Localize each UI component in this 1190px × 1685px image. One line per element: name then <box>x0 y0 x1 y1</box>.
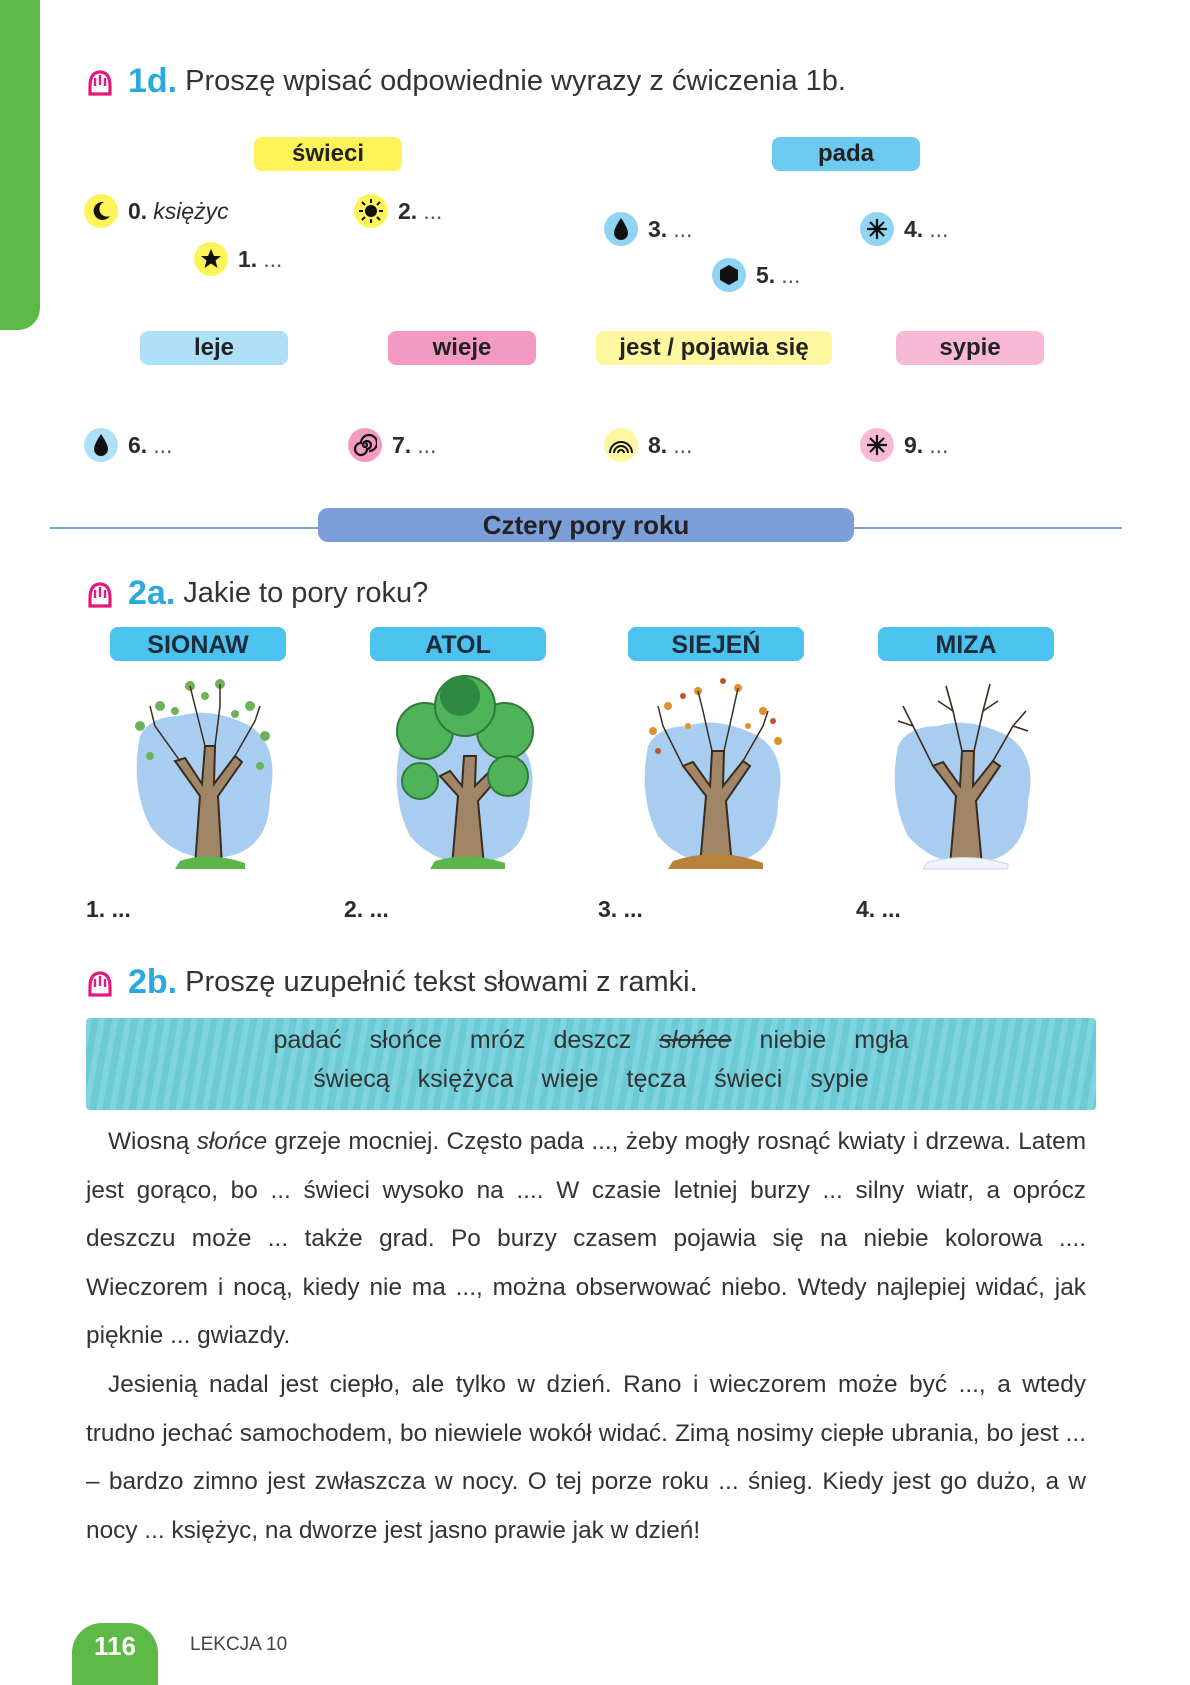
item-number: 2. <box>398 197 418 224</box>
word-box-word: padać <box>273 1026 342 1054</box>
word-box-row-1 <box>86 1026 1096 1055</box>
word-box-word: księżyca <box>417 1065 514 1093</box>
snowflake-icon <box>860 428 894 462</box>
summer-tree-image <box>380 666 550 872</box>
item-value: ... <box>423 197 443 224</box>
season-pill-1: SIONAW <box>110 627 286 661</box>
item-number: 6. <box>128 431 148 458</box>
paragraph-text: Jesienią nadal jest ciepło, ale tylko w dzień. Rano i wieczorem może być ..., a wtedy trudno jechać samochodem, bo niewiele wokół widać. Zimą nosimy ciepłe ubrania, bo jest ... – bardzo zimno jest zwłaszcza w nocy. O tej porze roku ... śnieg. Kiedy jest go dużo, a w nocy ... księżyc, na dworze jest jasno prawie jak w dzień! <box>86 1371 1086 1544</box>
item-number: 5. <box>756 261 776 288</box>
item-number: 8. <box>648 431 668 458</box>
answer-item-4 <box>860 212 948 246</box>
item-value: ... <box>929 215 949 242</box>
verb-pill-leje <box>140 331 288 365</box>
item-value: ... <box>673 431 693 458</box>
answer-item-8 <box>604 428 692 462</box>
season-pill-3: SIEJEŃ <box>628 627 804 661</box>
word-box-word: niebie <box>759 1026 827 1054</box>
word-box-word: sypie <box>810 1065 869 1093</box>
verb-label: pada <box>817 140 874 167</box>
wind-swirl-icon <box>348 428 382 462</box>
season-answer-1: 1. ... <box>86 896 131 922</box>
answer-item-3 <box>604 212 692 246</box>
exercise-number: 2a. <box>128 574 176 612</box>
word-box-word: wieje <box>541 1065 599 1093</box>
exercise-1d-header <box>84 62 846 101</box>
item-value: ... <box>153 431 173 458</box>
season-answer-2: 2. ... <box>344 896 389 922</box>
item-value: ... <box>781 261 801 288</box>
answer-item-1 <box>194 242 282 276</box>
raindrop-icon <box>84 428 118 462</box>
spring-tree-image <box>120 666 290 872</box>
season-pill-2: ATOL <box>370 627 546 661</box>
paragraph-text: grzeje mocniej. Często pada ..., żeby mogły rosnąć kwiaty i drzewa. Latem jest gorąco, bo ... świeci wysoko na .... W czasie letniej burzy ... silny wiatr, a oprócz deszczu może ... także grad. Po burzy czasem pojawia się na niebie kolorowa .... Wieczorem i nocą, kiedy nie ma ..., można obserwować niebo. Wtedy najlepiej widać, jak pięknie ... gwiazdy. <box>86 1128 1087 1350</box>
season-answer-3: 3. ... <box>598 896 643 922</box>
verb-label: jest / pojawia się <box>619 334 809 361</box>
exercise-instruction: Proszę wpisać odpowiednie wyrazy z ćwiczenia 1b. <box>185 65 846 97</box>
word-box-word: mróz <box>469 1026 526 1054</box>
paragraph-1 <box>86 1118 1086 1361</box>
rainbow-icon <box>604 428 638 462</box>
side-tab <box>0 0 40 330</box>
word-box-word: świecą <box>313 1065 390 1093</box>
exercise-instruction: Proszę uzupełnić tekst słowami z ramki. <box>185 966 698 998</box>
season-answer-4: 4. ... <box>856 896 901 922</box>
raindrop-icon <box>604 212 638 246</box>
hand-icon <box>84 967 116 999</box>
item-value: księżyc <box>153 197 229 224</box>
autumn-tree-image <box>628 666 798 872</box>
item-number: 0. <box>128 197 148 224</box>
section-title: Cztery pory roku <box>318 508 854 542</box>
answer-item-9 <box>860 428 948 462</box>
item-value: ... <box>263 245 283 272</box>
verb-label: świeci <box>291 140 365 167</box>
answer-item-2 <box>354 194 442 228</box>
item-value: ... <box>417 431 437 458</box>
paragraph-text: Wiosną <box>108 1128 197 1155</box>
answer-item-5 <box>712 258 800 292</box>
item-number: 9. <box>904 431 924 458</box>
word-box-word: świeci <box>714 1065 783 1093</box>
word-box-word: tęcza <box>626 1065 687 1093</box>
item-number: 7. <box>392 431 412 458</box>
sun-icon <box>354 194 388 228</box>
word-box-word-used: słońce <box>659 1026 732 1054</box>
answer-item-6 <box>84 428 172 462</box>
word-box <box>86 1018 1096 1110</box>
answer-item-7 <box>348 428 436 462</box>
season-pill-4: MIZA <box>878 627 1054 661</box>
item-value: ... <box>673 215 693 242</box>
verb-pill-pada <box>772 137 920 171</box>
star-icon <box>194 242 228 276</box>
item-value: ... <box>929 431 949 458</box>
verb-label: wieje <box>432 334 492 361</box>
item-number: 1. <box>238 245 258 272</box>
hand-icon <box>84 66 116 98</box>
paragraph-example-word: słońce <box>196 1128 268 1155</box>
verb-label: sypie <box>939 334 1001 361</box>
snowflake-icon <box>860 212 894 246</box>
exercise-number: 2b. <box>128 963 178 1001</box>
exercise-number: 1d. <box>128 62 178 100</box>
word-box-word: mgła <box>854 1026 909 1054</box>
verb-pill-jest-pojawia-sie <box>596 331 832 365</box>
moon-icon <box>84 194 118 228</box>
paragraph-2 <box>86 1361 1086 1555</box>
item-number: 4. <box>904 215 924 242</box>
lesson-label: LEKCJA 10 <box>190 1634 288 1655</box>
answer-item-0 <box>84 194 229 228</box>
verb-pill-swieci <box>254 137 402 171</box>
item-number: 3. <box>648 215 668 242</box>
word-box-word: słońce <box>369 1026 442 1054</box>
verb-pill-wieje <box>388 331 536 365</box>
exercise-2a-header <box>84 574 428 613</box>
hand-icon <box>84 578 116 610</box>
word-box-row-2 <box>86 1065 1096 1094</box>
hail-icon <box>712 258 746 292</box>
exercise-2b-header <box>84 963 698 1002</box>
exercise-instruction: Jakie to pory roku? <box>183 577 429 609</box>
verb-pill-sypie <box>896 331 1044 365</box>
page-number: 116 <box>72 1623 158 1685</box>
winter-tree-image <box>878 666 1048 872</box>
word-box-word: deszcz <box>553 1026 632 1054</box>
verb-label: leje <box>193 334 235 361</box>
